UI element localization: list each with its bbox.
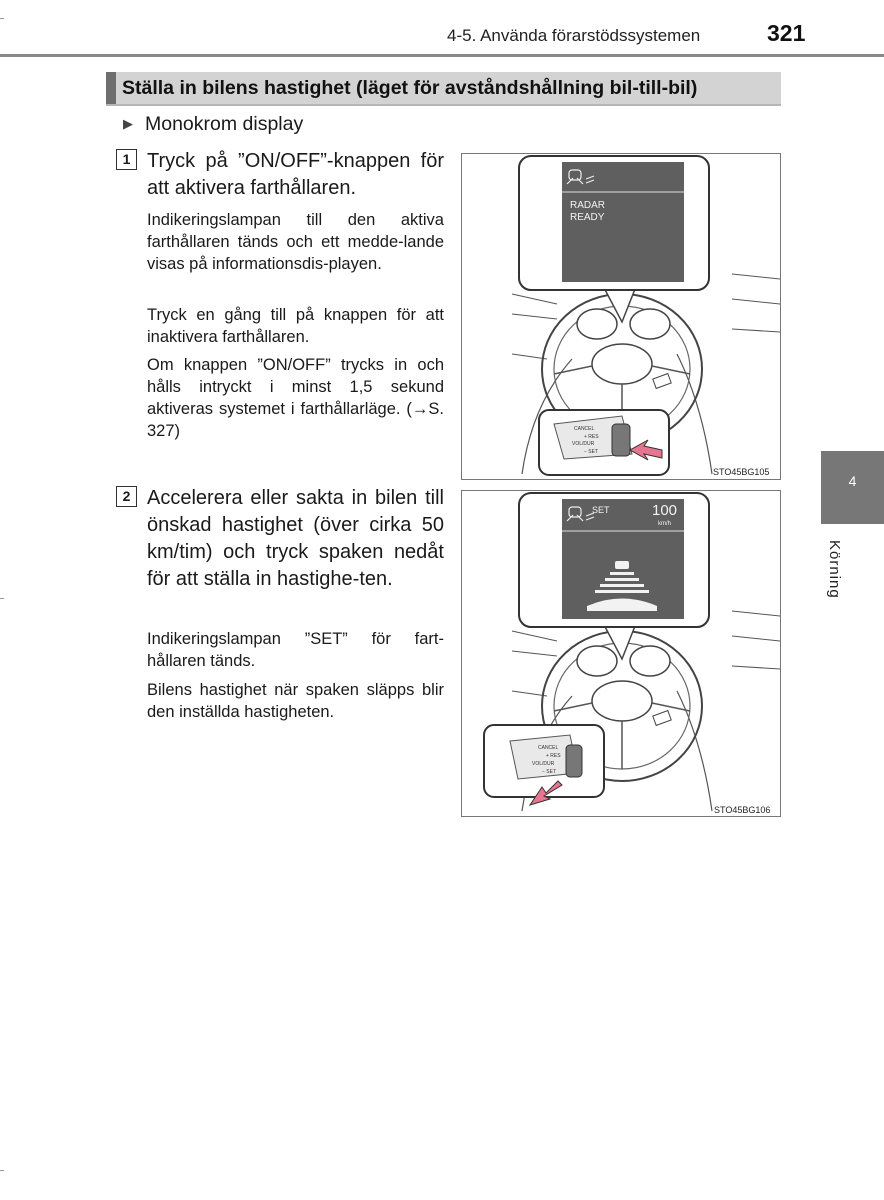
section-heading: Ställa in bilens hastighet (läget för avståndshållning bil-till-bil) <box>122 77 698 99</box>
section-title: 4-5. Använda förarstödssystemen <box>447 26 701 45</box>
figure-1-label: STO45BG105 <box>713 467 770 477</box>
crop-mark <box>0 598 4 599</box>
step-1-note-1: Indikeringslampan till den aktiva farthållaren tänds och ett medde-lande visas på informationsdis-playen. <box>147 211 444 273</box>
display-speed: 100 <box>652 502 678 519</box>
lever-label-res: + RES <box>584 434 599 440</box>
chapter-label: Körning <box>826 540 843 599</box>
display-text-line-2: READY <box>570 212 605 223</box>
display-unit: km/h <box>658 521 672 527</box>
display-text-line-1: RADAR <box>570 200 606 211</box>
section-heading-bar <box>106 72 781 106</box>
figure-set-speed <box>461 490 781 817</box>
cockpit-illustration-1 <box>462 154 780 479</box>
step-2-note-2: Bilens hastighet när spaken släpps blir den inställda hastigheten. <box>147 681 444 721</box>
heading-accent <box>106 72 116 104</box>
step-1-text: Tryck på ”ON/OFF”-knappen för att aktivera farthållaren. <box>147 150 444 199</box>
lever-label-cancel: CANCEL <box>574 426 595 432</box>
figure-radar-ready <box>461 153 781 480</box>
subheading-text: Monokrom display <box>145 113 304 135</box>
step-2-text: Accelerera eller sakta in bilen till önskad hastighet (över cirka 50 km/tim) och tryck spaken nedåt för att ställa in hastighe-ten. <box>147 487 444 590</box>
page-number: 321 <box>767 20 806 46</box>
triangle-bullet-icon: ▶ <box>123 116 133 131</box>
lever-label-cancel-2: CANCEL <box>538 745 559 751</box>
lever-label-set-2: − SET <box>542 769 557 775</box>
step-number-1: 1 <box>116 149 137 170</box>
chapter-tab <box>821 451 884 524</box>
cockpit-illustration-2 <box>462 491 780 816</box>
subheading <box>123 113 303 136</box>
lever-label-res-2: + RES <box>546 753 561 759</box>
crop-mark <box>0 18 4 19</box>
lever-label-set: − SET <box>584 449 599 455</box>
lever-label-vol-2: VOL/DUR <box>532 761 555 767</box>
step-1-note-3: Om knappen ”ON/OFF” trycks in och hålls intryckt i minst 1,5 sekund aktiveras systemet i farthållarläge. (→S. 327) <box>147 356 444 440</box>
step-1-note-2: Tryck en gång till på knappen för att inaktivera farthållaren. <box>147 306 444 346</box>
figure-2-label: STO45BG106 <box>714 805 771 815</box>
crop-mark <box>0 1170 4 1171</box>
step-number-2: 2 <box>116 486 137 507</box>
header-rule <box>0 54 884 57</box>
lever-label-vol: VOL/DUR <box>572 441 595 447</box>
chapter-number: 4 <box>848 473 857 489</box>
step-2-note-1: Indikeringslampan ”SET” för fart-hållaren tänds. <box>147 630 444 670</box>
display-set-text: SET <box>592 505 610 515</box>
